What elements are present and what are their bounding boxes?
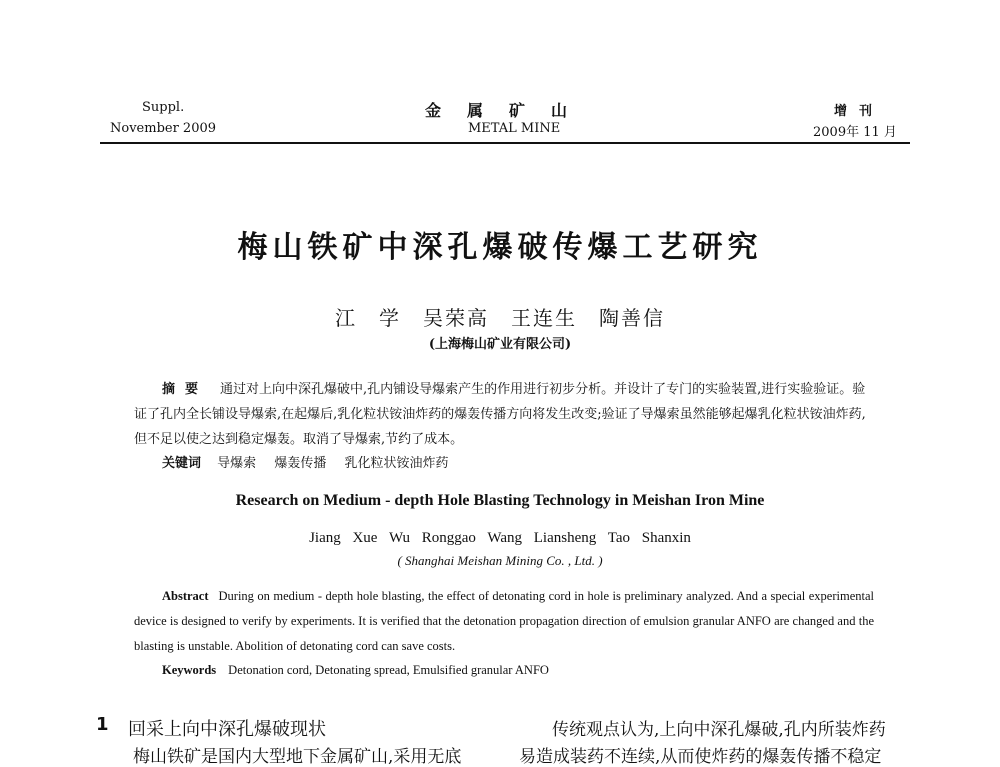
keywords-zh-label: 关键词 [162,456,202,471]
header-suppl-zh: 增刊 [834,104,885,119]
header-date-zh: 2009年 11 月 [813,125,897,140]
keyword-zh: 导爆索 [217,456,257,471]
abstract-en [134,584,874,659]
affiliation-zh: (上海梅山矿业有限公司) [428,337,572,352]
abstract-en-label: Abstract [162,589,209,603]
section-title: 回采上向中深孔爆破现状 [128,719,326,740]
left-column-text: 梅山铁矿是国内大型地下金属矿山,采用无底 [133,747,462,767]
authors-en: Jiang Xue Wu Ronggao Wang Liansheng Tao Shanxin [309,530,691,546]
keywords-en-label: Keywords [162,663,217,677]
affiliation-en: ( Shanghai Meishan Mining Co. , Ltd. ) [397,553,603,568]
title-en: Research on Medium - depth Hole Blasting Technology in Meishan Iron Mine [235,492,765,509]
right-column-line: 传统观点认为,上向中深孔爆破,孔内所装炸药 [552,720,886,740]
right-column-line: 易造成装药不连续,从而使炸药的爆轰传播不稳定 [519,747,882,767]
section-number: 1 [96,714,109,735]
title-zh: 梅山铁矿中深孔爆破传爆工艺研究 [237,230,763,265]
header-rule [100,142,910,144]
header-journal-en: METAL MINE [468,121,561,136]
keywords-en [162,663,549,678]
authors-zh: 江 学 吴荣高 王连生 陶善信 [335,306,665,330]
keyword-zh: 爆轰传播 [274,456,327,471]
header-journal-zh: 金属矿山 [425,101,594,120]
keywords-zh [162,452,862,471]
abstract-en-text: During on medium - depth hole blasting, the effect of detonating cord in hole is preliminary analyzed. And a special experimental device is designed to verify by experiments. It is verified that the detonation propagation direction of emulsion granular ANFO are changed and the blasting is unstable. Abolition of detonating cord can save costs. [134,589,874,653]
abstract-zh [134,377,874,452]
abstract-zh-text: 通过对上向中深孔爆破中,孔内铺设导爆索产生的作用进行初步分析。并设计了专门的实验装置,进行实验验证。验证了孔内全长铺设导爆索,在起爆后,乳化粒状铵油炸药的爆轰传播方向将发生改变;验证了导爆索虽然能够起爆乳化粒状铵油炸药,但不足以使之达到稳定爆轰。取消了导爆索,节约了成本。 [134,382,866,447]
abstract-zh-label: 摘要 [162,382,209,397]
keyword-zh: 乳化粒状铵油炸药 [344,456,449,471]
keywords-en-text: Detonation cord, Detonating spread, Emulsified granular ANFO [228,663,549,677]
header-suppl: Suppl. [142,100,185,115]
header-date-en: November 2009 [110,121,217,136]
